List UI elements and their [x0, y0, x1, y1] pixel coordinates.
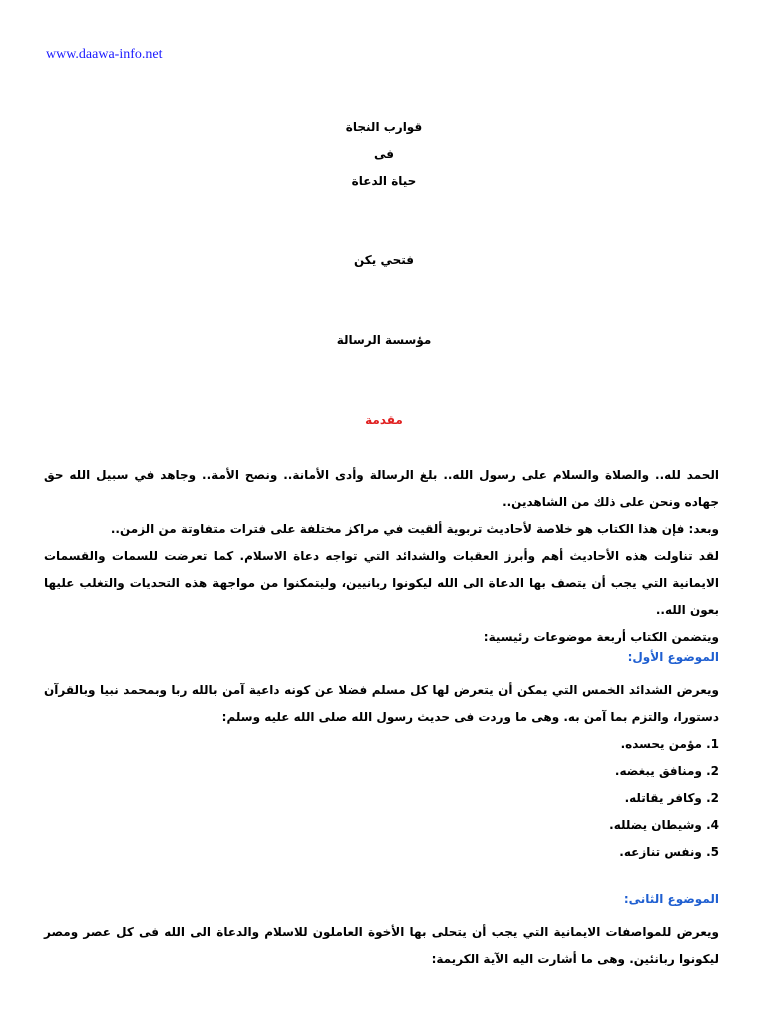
- topic-2-heading: الموضوع الثانى:: [623, 892, 719, 906]
- topic-1-text: [44, 677, 719, 731]
- topic-1-list: [609, 731, 719, 866]
- topic-1-heading: الموضوع الأول:: [627, 650, 719, 664]
- intro-paragraph: وبعد: فإن هذا الكتاب هو خلاصة لأحاديث تربوية ألقيت في مراكز مختلفة على فترات متفاوتة من الزمن..: [110, 522, 719, 536]
- list-item: 4. وشيطان يضلله.: [609, 818, 719, 832]
- book-title-line-2: فى: [374, 147, 394, 161]
- publisher-name: مؤسسة الرسالة: [336, 333, 432, 347]
- author-name: فتحي يكن: [353, 253, 414, 267]
- intro-body: [44, 462, 719, 651]
- intro-paragraph: ويتضمن الكتاب أربعة موضوعات رئيسية:: [483, 630, 719, 644]
- list-item: 2. ومنافق يبغضه.: [614, 764, 719, 778]
- intro-paragraph: لقد تناولت هذه الأحاديث أهم وأبرز العقبات والشدائد التي تواجه دعاة الاسلام. كما تعرضت للسمات والقسمات الايمانية التي يجب أن يتصف بها الدعاة الى الله ليكونوا ربانيين، وليتمكنوا من مواجهة هذه التحديات والتغلب عليها بعون الله..: [44, 549, 719, 617]
- topic-2-text: [44, 919, 719, 973]
- topic-2-paragraph: ويعرض للمواصفات الايمانية التي يجب أن يتحلى بها الأخوة العاملون للاسلام والدعاة الى الله فى كل عصر ومصر ليكونوا ربانئين. وهى ما أشارت اليه الآية الكريمة:: [44, 925, 719, 966]
- book-title-line-3: حياة الدعاة: [351, 174, 417, 188]
- intro-paragraph: الحمد لله.. والصلاة والسلام على رسول الله.. بلغ الرسالة وأدى الأمانة.. ونصح الأمة.. وجاهد في سبيل الله حق جهاده ونحن على ذلك من الشاهدين..: [44, 468, 719, 509]
- list-item: 1. مؤمن يحسده.: [620, 737, 719, 751]
- intro-heading: مقدمة: [365, 413, 403, 427]
- topic-1-paragraph: ويعرض الشدائد الخمس التي يمكن أن يتعرض لها كل مسلم فضلا عن كونه داعية آمن بالله ربا وبمحمد نبيا وبالقرآن دستورا، والتزم بما آمن به. وهى ما وردت فى حديث رسول الله صلى الله عليه وسلم:: [44, 683, 719, 724]
- list-item: 2. وكافر يقاتله.: [624, 791, 719, 805]
- site-url-link[interactable]: www.daawa-info.net: [46, 47, 163, 62]
- book-title-line-1: قوارب النجاة: [345, 120, 423, 134]
- list-item: 5. ونفس تنازعه.: [619, 845, 719, 859]
